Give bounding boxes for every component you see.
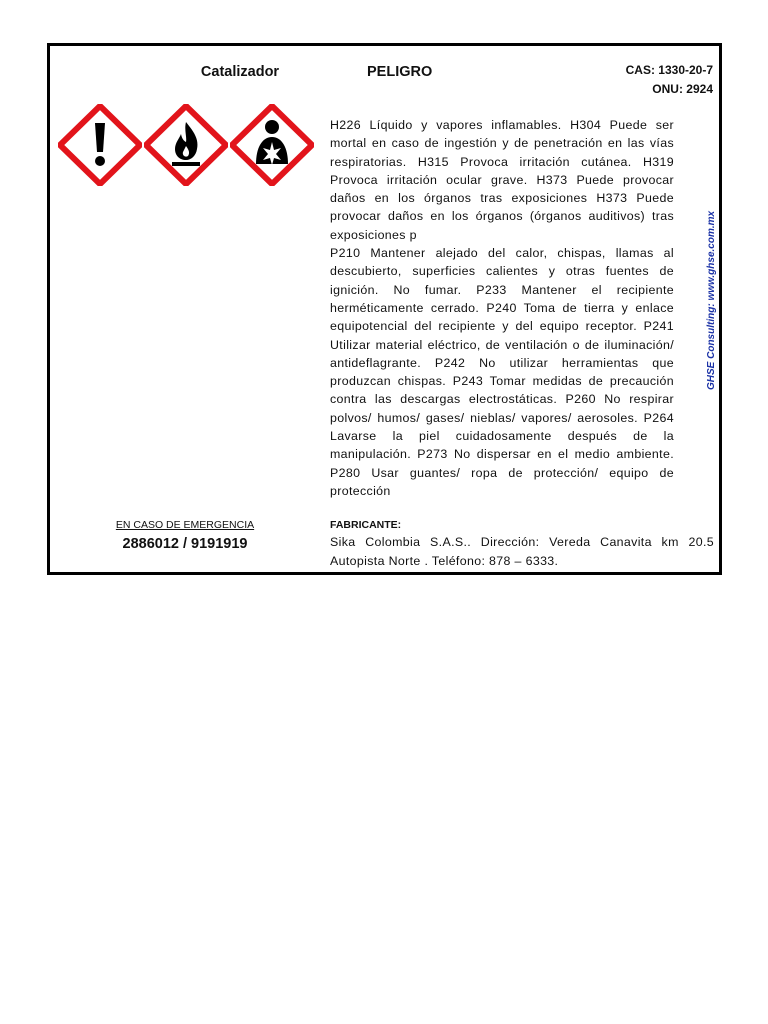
flame-icon (144, 104, 228, 186)
credit-text: GHSE Consulting: www.ghse.com.mx (706, 210, 717, 390)
hazard-precautionary-text (330, 116, 674, 500)
manufacturer-text: Sika Colombia S.A.S.. Dirección: Vereda Canavita km 20.5 Autopista Norte . Teléfono: 878 – 6333. (330, 535, 714, 568)
ghs-label (47, 43, 722, 575)
signal-word: PELIGRO (367, 64, 433, 80)
exclamation-mark-icon (58, 104, 142, 186)
emergency-phones: 2886012 / 9191919 (122, 536, 248, 552)
product-name: Catalizador (200, 64, 280, 80)
health-hazard-icon (230, 104, 314, 186)
cas-number: CAS: 1330-20-7 (625, 63, 713, 77)
onu-number: ONU: 2924 (652, 82, 713, 96)
precautionary-statements: P210 Mantener alejado del calor, chispas, llamas al descubierto, superficies calientes y otras fuentes de ignición. No fumar. P233 Mantener el recipiente herméticamente cerrado. P240 Toma de tierra y enlace equipotencial del recipiente y del equipo receptor. P241 Utilizar material eléctrico, de ventilación o de iluminación/ antideflagrante. P242 No utilizar herramientas que produzcan chispas. P243 Tomar medidas de precaución contra las descargas electrostáticas. P260 No respirar polvos/ humos/ gases/ nieblas/ vapores/ aerosoles. P264 Lavarse la piel cuidadosamente después de la manipulación. P273 No dispersar en el medio ambiente. P280 Usar guantes/ ropa de protección/ equipo de protección (330, 246, 674, 498)
manufacturer-label: FABRICANTE: (330, 519, 402, 531)
pictograms (58, 104, 318, 186)
emergency-label: EN CASO DE EMERGENCIA (115, 519, 255, 531)
hazard-statements: H226 Líquido y vapores inflamables. H304 Puede ser mortal en caso de ingestión y de penetración en las vías respiratorias. H315 Provoca irritación cutánea. H319 Provoca irritación ocular grave. H373 Puede provocar daños en los órganos tras exposiciones H373 Puede provocar daños en los órganos (órganos auditivos) tras exposiciones p (330, 118, 674, 242)
identifiers (626, 61, 713, 99)
